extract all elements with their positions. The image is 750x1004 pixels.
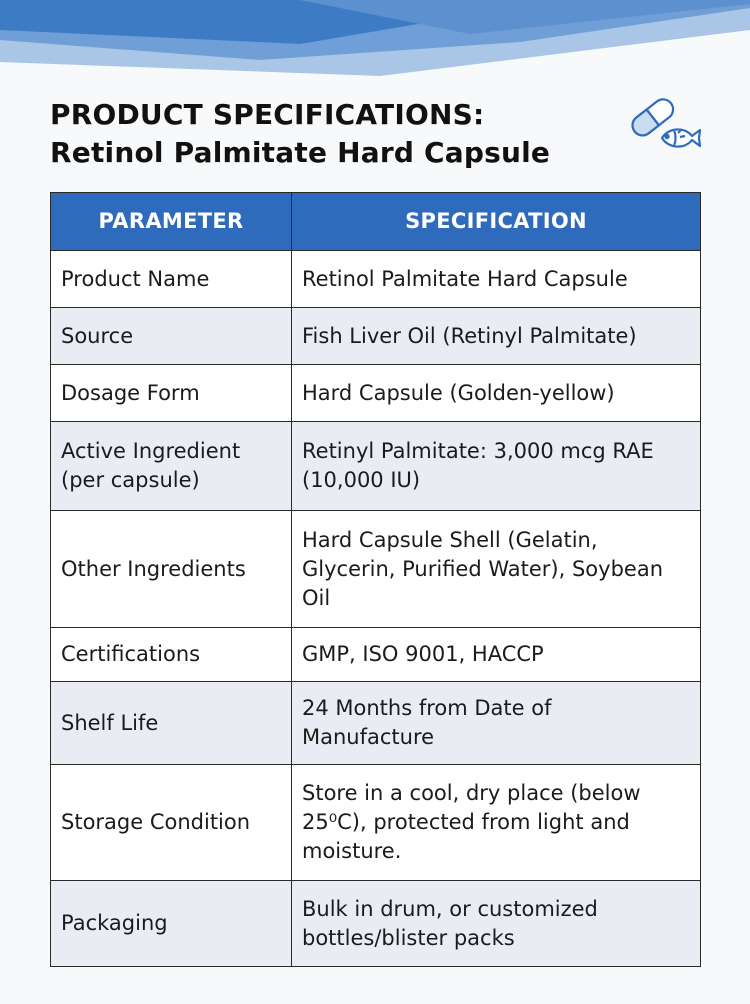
row-parameter: Other Ingredients: [51, 511, 292, 628]
title-line-1: PRODUCT SPECIFICATIONS:: [50, 98, 485, 131]
row-parameter: Dosage Form: [51, 365, 292, 422]
row-parameter: Source: [51, 308, 292, 365]
row-specification: 24 Months from Date of Manufacture: [292, 682, 701, 765]
header-parameter: PARAMETER: [51, 193, 292, 251]
table-row: [51, 628, 701, 682]
row-specification: GMP, ISO 9001, HACCP: [292, 628, 701, 682]
table-row: [51, 365, 701, 422]
header-specification: SPECIFICATION: [292, 193, 701, 251]
header-banner: [0, 0, 750, 80]
row-specification: Store in a cool, dry place (below 25⁰C), protected from light and moisture.: [292, 765, 701, 881]
table-row: [51, 511, 701, 628]
table-row: [51, 682, 701, 765]
specification-table: [50, 192, 701, 967]
row-specification: Retinol Palmitate Hard Capsule: [292, 251, 701, 308]
row-parameter: Active Ingredient (per capsule): [51, 422, 292, 511]
capsule-and-fish-icon: [622, 88, 706, 160]
row-parameter: Storage Condition: [51, 765, 292, 881]
row-parameter: Shelf Life: [51, 682, 292, 765]
row-parameter: Packaging: [51, 881, 292, 967]
row-specification: Hard Capsule (Golden-yellow): [292, 365, 701, 422]
page-title: [50, 96, 550, 172]
table-row: [51, 765, 701, 881]
row-specification: Bulk in drum, or customized bottles/blister packs: [292, 881, 701, 967]
row-parameter: Product Name: [51, 251, 292, 308]
row-specification: Hard Capsule Shell (Gelatin, Glycerin, Purified Water), Soybean Oil: [292, 511, 701, 628]
row-specification: Fish Liver Oil (Retinyl Palmitate): [292, 308, 701, 365]
row-specification: Retinyl Palmitate: 3,000 mcg RAE (10,000 IU): [292, 422, 701, 511]
table-row: [51, 251, 701, 308]
table-row: [51, 308, 701, 365]
row-parameter: Certifications: [51, 628, 292, 682]
table-row: [51, 422, 701, 511]
table-header-row: [51, 193, 701, 251]
table-row: [51, 881, 701, 967]
title-line-2: Retinol Palmitate Hard Capsule: [50, 136, 551, 169]
